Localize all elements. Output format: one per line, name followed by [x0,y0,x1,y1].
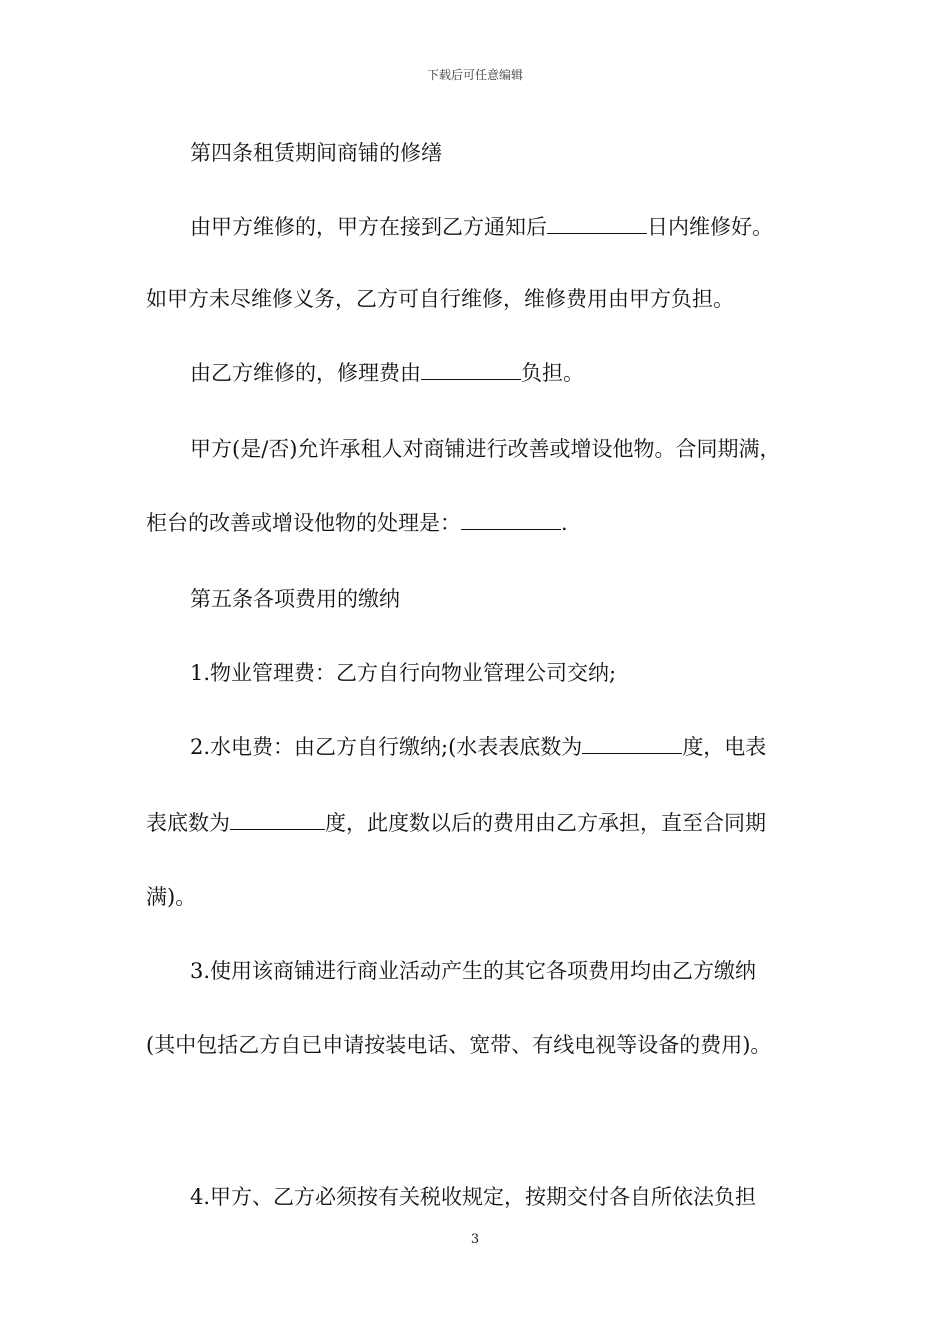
article-4-heading: 第四条租赁期间商铺的修缮 [190,141,442,165]
paragraph-line: 如甲方未尽维修义务，乙方可自行维修，维修费用由甲方负担。 [146,287,734,311]
text-segment: 由乙方维修的，修理费由 [190,361,421,385]
blank-field[interactable] [461,509,561,530]
paragraph-line [190,212,773,242]
text-segment: . [561,511,568,535]
text-segment: 日内维修好。 [647,215,773,239]
text-segment: 由甲方维修的，甲方在接到乙方通知后 [190,215,547,239]
text-segment: 度，电表 [682,735,767,759]
blank-field[interactable] [547,213,647,234]
paragraph-line: (其中包括乙方自已申请按装电话、宽带、有线电视等设备的费用)。 [146,1033,772,1057]
text-segment: 柜台的改善或增设他物的处理是： [146,511,461,535]
article-5-heading: 第五条各项费用的缴纳 [190,587,400,611]
blank-field[interactable] [421,359,521,380]
blank-field[interactable] [582,733,682,754]
paragraph-line [146,508,568,538]
paragraph-line: 甲方(是/否)允许承租人对商铺进行改善或增设他物。合同期满， [190,437,781,461]
list-item: 4.甲方、乙方必须按有关税收规定，按期交付各自所依法负担 [190,1185,757,1209]
list-item: 3.使用该商铺进行商业活动产生的其它各项费用均由乙方缴纳 [190,959,757,983]
page-header: 下载后可任意编辑 [426,68,523,82]
page-number: 3 [470,1232,480,1247]
paragraph-line [146,808,766,838]
paragraph-line [190,358,584,388]
list-item: 1.物业管理费：乙方自行向物业管理公司交纳; [190,661,617,685]
text-segment: 度，此度数以后的费用由乙方承担，直至合同期 [325,811,766,835]
blank-field[interactable] [230,809,325,830]
paragraph-line: 满)。 [146,885,197,909]
text-segment: 2.水电费：由乙方自行缴纳;(水表表底数为 [190,735,583,759]
list-item [190,732,766,762]
text-segment: 表底数为 [146,811,230,835]
text-segment: 负担。 [521,361,584,385]
